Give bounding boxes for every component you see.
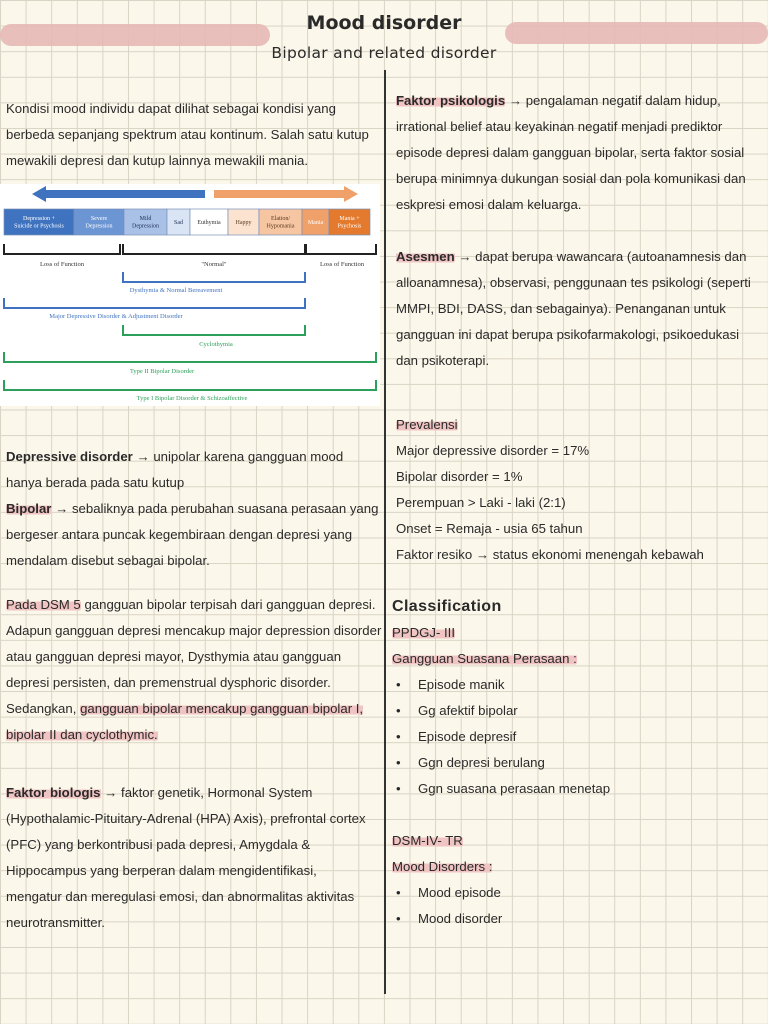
- prevalence-line: Onset = Remaja - usia 65 tahun: [396, 521, 583, 536]
- normal-bracket: [123, 244, 305, 254]
- ppdgj-subtitle-line: [392, 646, 762, 672]
- loss-left-label: Loss of Function: [39, 261, 85, 268]
- dsm-list: [392, 880, 762, 932]
- list-item: • Gg afektif bipolar: [392, 698, 762, 724]
- intro-text: Kondisi mood individu dapat dilihat sebagai kondisi yang berbeda sepanjang spektrum atau kontinum. Salah satu kutup mewakili depresi dan kutup lainnya mewakili mania.: [6, 101, 369, 168]
- biological-factor-section: [6, 780, 376, 936]
- depressive-bipolar-section: [6, 444, 382, 574]
- dsm5-body: gangguan bipolar terpisah dari gangguan depresi. Adapun gangguan depresi mencakup major depression disorder atau gangguan depresi mayor, Dysthymia atau gangguan depresi persisten, dan premenstrual dysphoric disorder. Sedangkan,: [6, 597, 382, 716]
- range-label-mdd: Major Depressive Disorder & Adjustment Disorder: [49, 313, 183, 320]
- psychological-text: → pengalaman negatif dalam hidup, irrational belief atau keyakinan negatif menjadi prediktor episode depresi dalam gangguan bipolar, serta faktor sosial berupa minimnya dukungan sosial dan pola komunikasi dan eskpresi emosi dalam keluarga.: [396, 93, 746, 212]
- spectrum-cell-label: Mild Depression: [132, 216, 159, 230]
- depression-arrow: [32, 186, 205, 202]
- ppdgj-subtitle: Gangguan Suasana Perasaan :: [392, 651, 577, 666]
- assessment-term: Asesmen: [396, 249, 455, 264]
- mania-arrow: [214, 186, 358, 202]
- bipolar-paragraph: [6, 496, 382, 574]
- dsm5-paragraph: [6, 592, 384, 748]
- depressive-text: → unipolar karena gangguan mood hanya berada pada satu kutup: [6, 449, 344, 490]
- psychological-paragraph: [396, 88, 764, 218]
- mood-spectrum-svg: [0, 184, 380, 406]
- assessment-paragraph: [396, 244, 764, 374]
- bipolar-text: → sebaliknya pada perubahan suasana perasaan yang bergeser antara puncak kegembiraan dengan depresi yang mendalam disebut sebagai bipolar.: [6, 501, 379, 568]
- prevalence-title-line: [396, 412, 764, 438]
- spectrum-cell: [124, 209, 167, 235]
- psychological-term: Faktor psikologis: [396, 93, 506, 108]
- page-subtitle: Bipolar and related disorder: [271, 44, 497, 62]
- spectrum-cell-label: Sad: [174, 220, 183, 226]
- prevalence-section: [396, 412, 764, 568]
- list-item: • Ggn depresi berulang: [392, 750, 762, 776]
- dsm-subtitle: Mood Disorders :: [392, 859, 493, 874]
- range-bracket-mdd: [4, 298, 305, 308]
- prevalence-line: Major depressive disorder = 17%: [396, 443, 590, 458]
- spectrum-cell-label: Happy: [235, 220, 252, 226]
- range-bracket-dysthymia: [123, 272, 305, 282]
- loss-right-label: Loss of Function: [319, 261, 365, 268]
- loss-right-bracket: [306, 244, 376, 254]
- dsm-subtitle-line: [392, 854, 762, 880]
- dsm-title-line: [392, 828, 762, 854]
- bipolar-includes-highlight: gangguan bipolar mencakup gangguan bipolar I, bipolar II dan cyclothymic.: [6, 701, 364, 742]
- ppdgj-title-line: [392, 620, 762, 646]
- bipolar-term: Bipolar: [6, 501, 52, 516]
- prevalence-line: Faktor resiko → status ekonomi menengah kebawah: [396, 547, 704, 562]
- assessment-text: → dapat berupa wawancara (autoanamnesis dan alloanamnesa), observasi, penggunaan tes psikologi (seperti MMPI, BDI, DASS, dan sebagainya). Penanganan untuk gangguan ini dapat berupa psikofarmakologi, psikoedukasi dan psikoterapi.: [396, 249, 751, 368]
- spectrum-cell-label: Mania: [307, 220, 324, 226]
- list-item: • Episode depresif: [392, 724, 762, 750]
- spectrum-cell: [259, 209, 302, 235]
- dsm-title: DSM-IV- TR: [392, 833, 463, 848]
- intro-paragraph: [6, 96, 372, 174]
- range-label-bipolar-ii: Type II Bipolar Disorder: [129, 368, 195, 375]
- classification-section: [392, 594, 762, 932]
- prevalence-line: Perempuan > Laki - laki (2:1): [396, 495, 566, 510]
- range-bracket-bipolar-ii: [4, 352, 376, 362]
- list-item: • Episode manik: [392, 672, 762, 698]
- range-bracket-bipolar-i: [4, 380, 376, 390]
- function-brackets: [4, 244, 376, 254]
- range-label-bipolar-i: Type I Bipolar Disorder & Schizoaffective: [136, 395, 248, 402]
- spectrum-cell: [74, 209, 124, 235]
- biological-paragraph: [6, 780, 376, 936]
- spectrum-cell: [329, 209, 370, 235]
- psychological-factor-section: [396, 88, 764, 218]
- spectrum-cell-label: Elation/ Hypomania: [266, 216, 295, 230]
- list-item: • Mood episode: [392, 880, 762, 906]
- spectrum-cell: [4, 209, 74, 235]
- classification-title: Classification: [392, 598, 502, 615]
- spectrum-cell-label: Euthymia: [197, 220, 221, 226]
- spectrum-cells: [4, 209, 370, 235]
- biological-text: → faktor genetik, Hormonal System (Hypothalamic-Pituitary-Adrenal (HPA) Axis), prefrontal cortex (PFC) yang berkontribusi pada depresi, Amygdala & Hippocampus yang berperan dalam mengidentifikasi, mengatur dan meregulasi emosi, dan abnormalitas aktivitas neurotransmitter.: [6, 785, 366, 930]
- spectrum-cell-label: Severe Depression: [85, 216, 113, 230]
- spacer: [392, 802, 762, 828]
- range-label-cyclothymia: Cyclothymia: [199, 341, 233, 348]
- loss-left-bracket: [4, 244, 120, 254]
- depressive-term: Depressive disorder: [6, 449, 133, 464]
- biological-term: Faktor biologis: [6, 785, 101, 800]
- column-divider: [384, 70, 386, 994]
- normal-label: "Normal": [201, 261, 227, 268]
- spectrum-cell-label: Mania + Psychosis: [337, 216, 362, 230]
- page-title: Mood disorder: [306, 12, 462, 34]
- list-item: • Mood disorder: [392, 906, 762, 932]
- prevalence-line: Bipolar disorder = 1%: [396, 469, 523, 484]
- ppdgj-title: PPDGJ- III: [392, 625, 456, 640]
- dsm5-highlight: Pada DSM 5: [6, 597, 81, 612]
- range-label-dysthymia: Dysthymia & Normal Bereavement: [129, 287, 223, 294]
- mood-spectrum-figure: [0, 184, 380, 406]
- list-item: • Ggn suasana perasaan menetap: [392, 776, 762, 802]
- range-bracket-cyclothymia: [123, 325, 305, 335]
- ppdgj-list: [392, 672, 762, 802]
- prevalence-title: Prevalensi: [396, 417, 458, 432]
- spectrum-cell-label: Depression + Suicide or Psychosis: [14, 216, 64, 230]
- dsm5-text: [6, 592, 384, 748]
- assessment-section: [396, 244, 764, 374]
- depressive-paragraph: [6, 444, 382, 496]
